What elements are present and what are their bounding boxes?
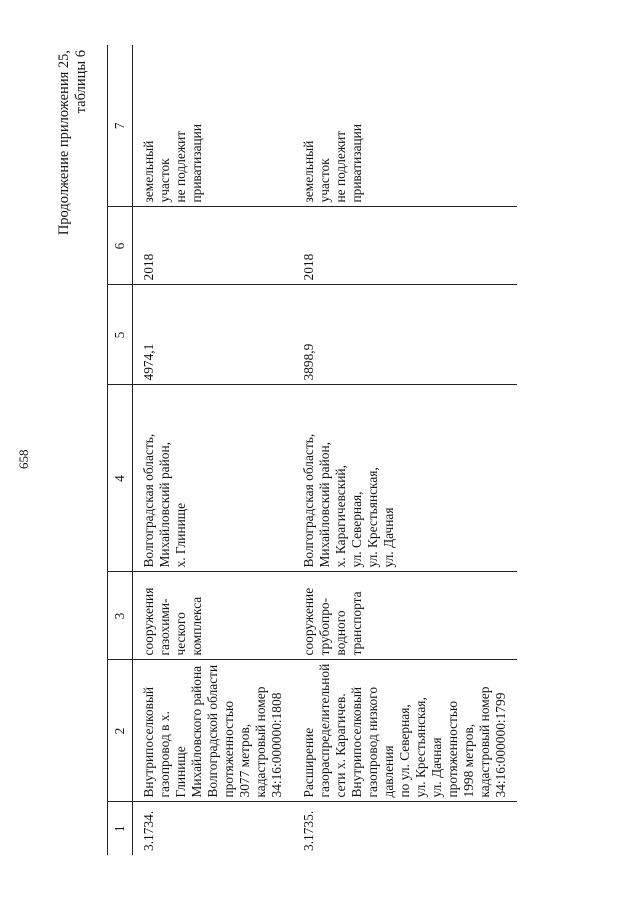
table-row — [133, 45, 294, 855]
column-header: 1 — [108, 802, 133, 855]
property-table — [107, 45, 517, 855]
table-row — [293, 45, 517, 855]
page-number: 658 — [16, 449, 31, 469]
note-cell: земельный участок не подлежит приватизации — [133, 45, 294, 207]
continuation-title-line1: Продолжение приложения 25, — [56, 50, 72, 236]
column-header: 5 — [108, 285, 133, 385]
column-header: 6 — [108, 207, 133, 285]
object-name-cell: Расширение газораспределительной сети х. Карагичев. Внутрипоселковый газопровод низкого давления по ул. Северная, ул. Крестьянская, ул. Дачная протяженностью 1998 метров, кадастровый номер 34:16:000000:1799 — [293, 660, 517, 802]
year-cell: 2018 — [133, 207, 294, 285]
table-header-row — [108, 45, 133, 855]
object-type-cell: сооружение трубопро- водного транспорта — [293, 572, 517, 660]
object-type-cell: сооружения газохими- ческого комплекса — [133, 572, 294, 660]
column-header: 3 — [108, 572, 133, 660]
column-header: 7 — [108, 45, 133, 207]
column-header: 2 — [108, 660, 133, 802]
continuation-title-line2: таблицы 6 — [73, 50, 89, 114]
year-cell: 2018 — [293, 207, 517, 285]
address-cell: Волгоградская область, Михайловский район, х. Карагичевский, ул. Северная, ул. Крестьянская, ул. Дачная — [293, 385, 517, 572]
row-number-cell: 3.1735. — [301, 810, 316, 851]
address-cell: Волгоградская область, Михайловский район, х. Глинище — [133, 385, 294, 572]
value-cell: 4974,1 — [133, 285, 294, 385]
note-cell: земельный участок не подлежит приватизации — [293, 45, 517, 207]
row-number-cell: 3.1734. — [141, 810, 156, 851]
continuation-title — [56, 50, 90, 350]
column-header: 4 — [108, 385, 133, 572]
value-cell: 3898,9 — [293, 285, 517, 385]
object-name-cell: Внутрипоселковый газопровод в х. Глинище Михайловского района Волгоградской области протяженностью 3077 метров, кадастровый номер 34:16:000000:1808 — [133, 660, 294, 802]
